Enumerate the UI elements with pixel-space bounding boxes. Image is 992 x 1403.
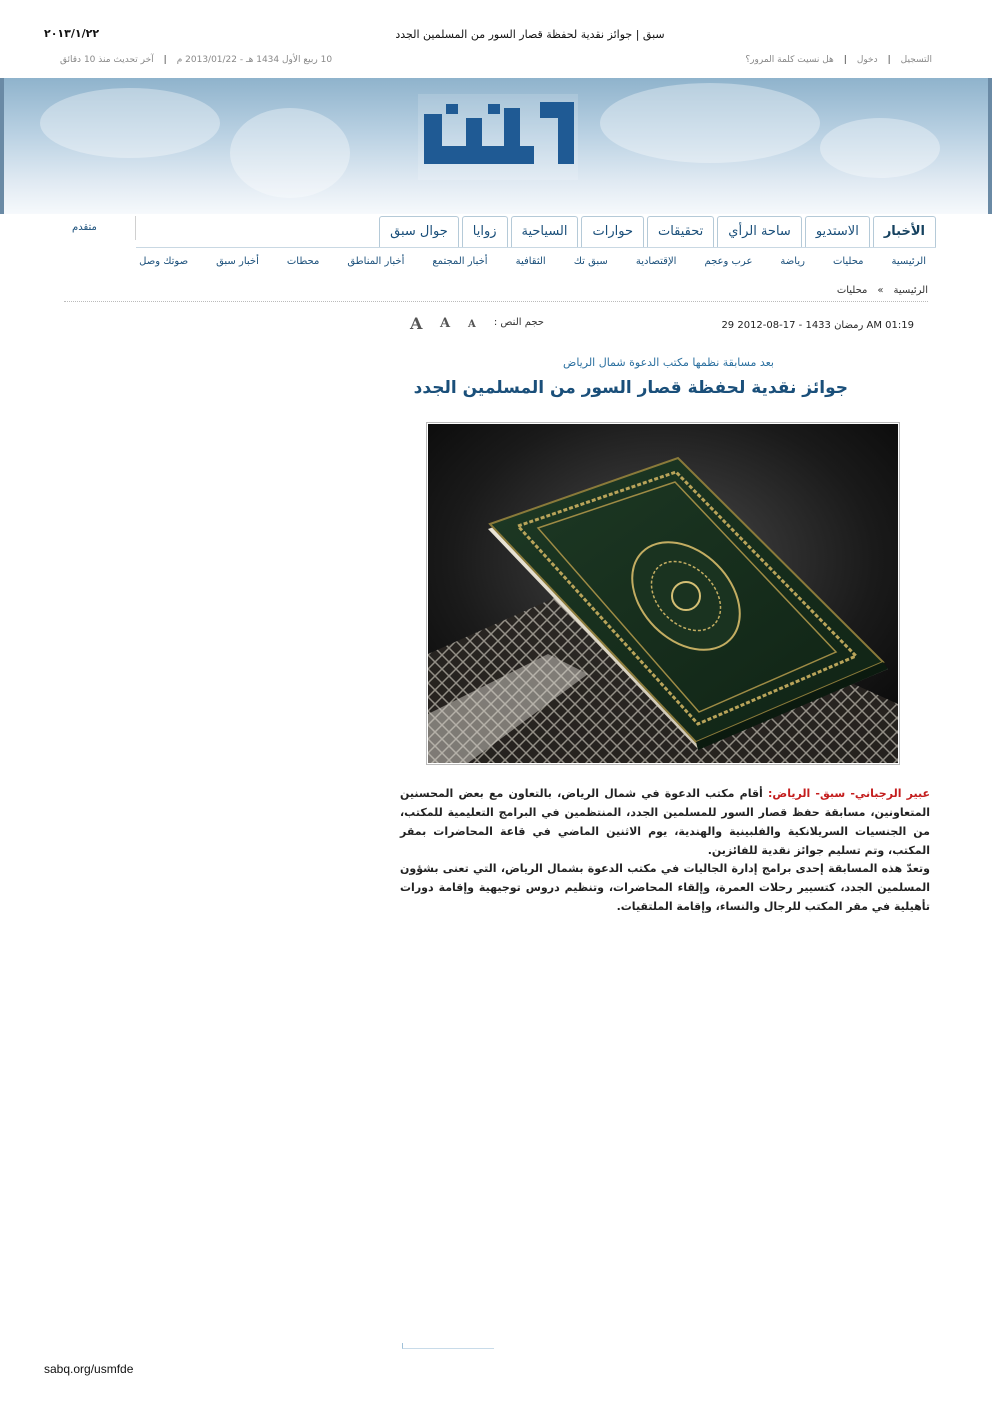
print-title: سبق | جوائز نقدية لحفظة قصار السور من المسلمين الجدد xyxy=(395,28,665,41)
tab-studio[interactable]: الاستديو xyxy=(805,216,870,248)
subnav-item-economy[interactable]: الإقتصادية xyxy=(635,256,677,267)
subnav-item-your-voice[interactable]: صوتك وصل xyxy=(139,256,189,267)
date-info: 10 ربيع الأول 1434 هـ - 2013/01/22 م|آخر تحديث منذ 10 دقائق xyxy=(60,55,333,65)
subnav-item-home[interactable]: الرئيسية xyxy=(891,256,926,267)
article-photo xyxy=(426,422,900,765)
font-small-button[interactable]: A xyxy=(468,319,476,330)
last-updated: آخر تحديث منذ 10 دقائق xyxy=(60,55,154,65)
tab-interviews[interactable]: حوارات xyxy=(581,216,644,248)
breadcrumb-section[interactable]: محليات xyxy=(836,285,868,296)
subnav-item-stations[interactable]: محطات xyxy=(286,256,320,267)
tab-investigations[interactable]: تحقيقات xyxy=(647,216,714,248)
article-kicker: بعد مسابقة نظمها مكتب الدعوة شمال الرياض xyxy=(563,356,774,369)
main-nav-tabs xyxy=(379,216,936,248)
font-size-label: حجم النص : xyxy=(493,317,544,328)
advanced-search-link[interactable]: متقدم xyxy=(72,222,97,233)
breadcrumb-separator: » xyxy=(877,285,884,296)
current-date: 10 ربيع الأول 1434 هـ - 2013/01/22 م xyxy=(176,55,333,65)
sub-nav xyxy=(139,256,926,267)
article-paragraph-2: وتعدّ هذه المسابقة إحدى برامج إدارة الجاليات في مكتب الدعوة بشمال الرياض، التي تعنى بشؤون المسلمين الجدد، كتسيير رحلات العمرة، وإلقاء المحاضرات، وتنظيم دروس توجيهية وإقامة دورات تأهيلية في مقر المكتب للرجال والنساء، وإقامة الملتقيات. xyxy=(400,862,930,913)
login-link[interactable]: دخول xyxy=(856,55,878,65)
tab-divider xyxy=(136,247,936,248)
header-banner xyxy=(0,78,992,214)
tab-opinion[interactable]: ساحة الرأي xyxy=(717,216,802,248)
print-date: ٢٠١٣/١/٢٢ xyxy=(44,27,100,40)
account-links: التسجيل|دخول|هل نسيت كلمة المرور؟ xyxy=(745,55,932,65)
article-paragraph-1 xyxy=(400,784,930,860)
font-size-control xyxy=(408,314,544,334)
subnav-item-sabq-news[interactable]: أخبار سبق xyxy=(216,256,259,267)
dotted-divider xyxy=(64,301,928,302)
paragraph-1-text: أقام مكتب الدعوة في شمال الرياض، بالتعاون مع بعض المحسنين المتعاونين، مسابقة حفظ قصار السور للمسلمين الجدد، المنتظمين في البرامج التعليمية للمكتب، من الجنسيات السريلانكية والفلبينية والهندية، يوم الاثنين الماضي في قاعة المحاضرات بمقر المكتب، وتم تسليم جوائز نقدية للفائزين. xyxy=(400,787,930,857)
forgot-password-link[interactable]: هل نسيت كلمة المرور؟ xyxy=(745,55,834,65)
footer-decoration xyxy=(402,1343,494,1349)
subnav-item-sports[interactable]: رياضة xyxy=(780,256,805,267)
sabq-logo[interactable] xyxy=(418,94,578,180)
breadcrumb xyxy=(837,285,928,296)
article-author: عبير الرجباني- سبق- الرياض: xyxy=(768,787,930,800)
quran-book-image xyxy=(428,424,898,763)
subnav-item-culture[interactable]: الثقافية xyxy=(515,256,546,267)
register-link[interactable]: التسجيل xyxy=(900,55,932,65)
tab-news[interactable]: الأخبار xyxy=(873,216,936,248)
font-medium-button[interactable]: A xyxy=(440,316,451,331)
article-dateline: 29 رمضان 1433 - 17-08-2012 AM 01:19 xyxy=(721,320,914,331)
footer-url: sabq.org/usmfde xyxy=(44,1362,134,1376)
article-headline: جوائز نقدية لحفظة قصار السور من المسلمين الجدد xyxy=(413,378,848,398)
subnav-item-world[interactable]: عرب وعجم xyxy=(704,256,753,267)
tab-columns[interactable]: زوايا xyxy=(462,216,508,248)
tab-sabq-mobile[interactable]: جوال سبق xyxy=(379,216,459,248)
subnav-item-regions[interactable]: أخبار المناطق xyxy=(347,256,405,267)
subnav-item-local[interactable]: محليات xyxy=(832,256,864,267)
tab-tourism[interactable]: السياحية xyxy=(511,216,579,248)
top-bar xyxy=(60,55,932,69)
subnav-item-society[interactable]: أخبار المجتمع xyxy=(432,256,488,267)
font-large-button[interactable]: A xyxy=(410,314,423,333)
breadcrumb-home[interactable]: الرئيسية xyxy=(893,285,928,296)
subnav-item-tech[interactable]: سبق تك xyxy=(573,256,608,267)
